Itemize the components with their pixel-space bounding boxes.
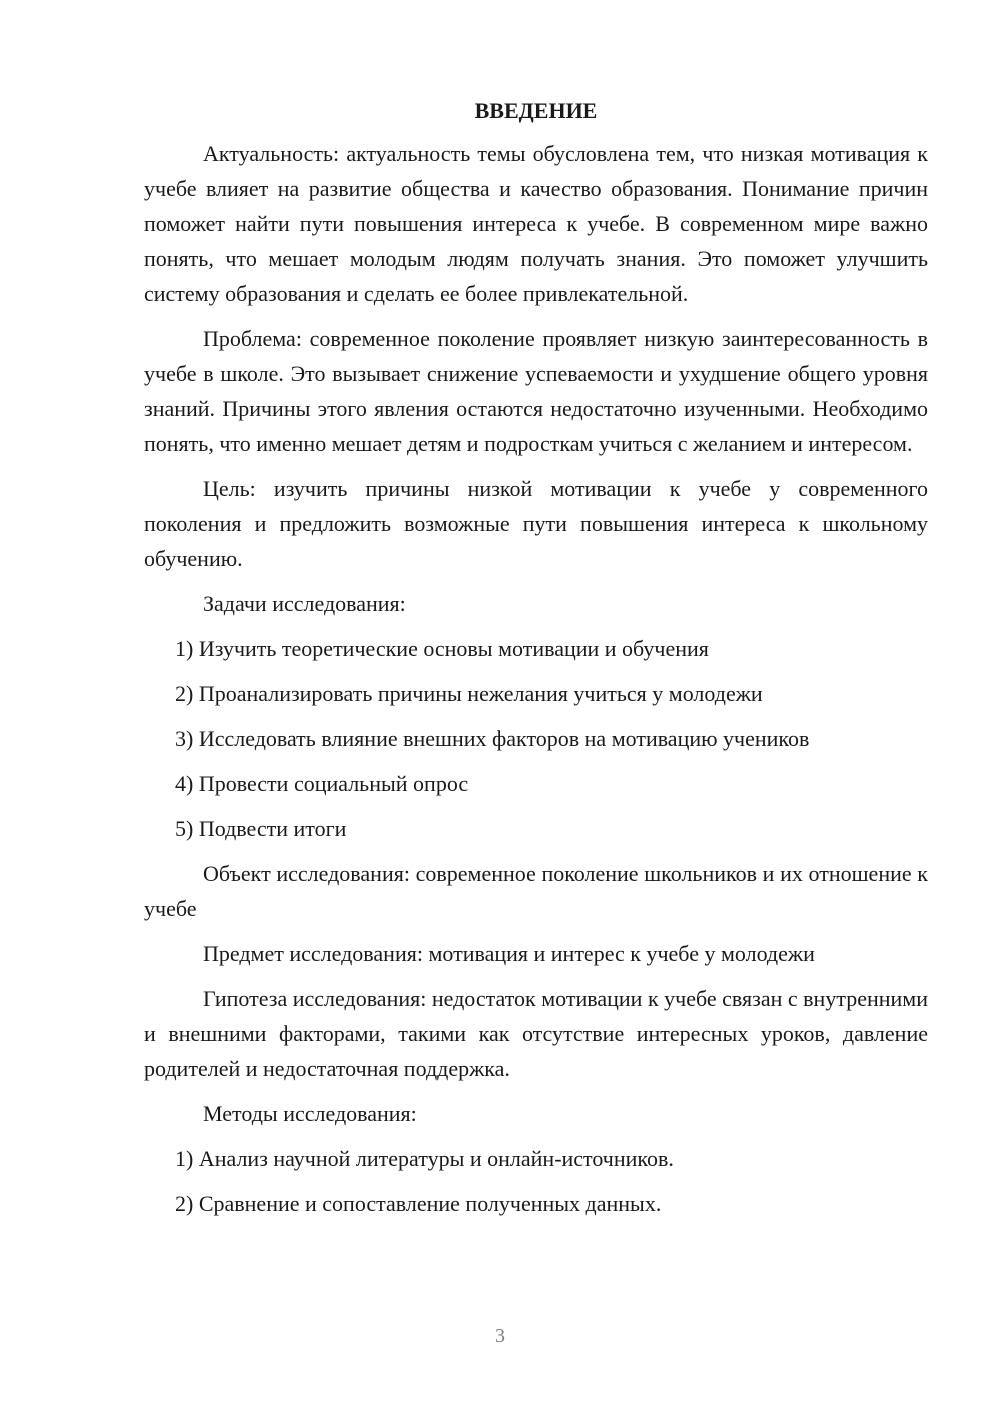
problem-paragraph: Проблема: современное поколение проявляет низкую заинтересованность в учебе в школе. Это вызывает снижение успеваемости и ухудшение общего уровня знаний. Причины этого явления остаются недостаточно изученными. Необходимо понять, что именно мешает детям и подросткам учиться с желанием и интересом. <box>144 326 928 456</box>
hypothesis-paragraph: Гипотеза исследования: недостаток мотивации к учебе связан с внутренними и внешними факторами, такими как отсутствие интересных уроков, давление родителей и недостаточная поддержка. <box>144 986 928 1081</box>
relevance-paragraph: Актуальность: актуальность темы обусловлена тем, что низкая мотивация к учебе влияет на развитие общества и качество образования. Понимание причин поможет найти пути повышения интереса к учебе. В современном мире важно понять, что мешает молодым людям получать знания. Это поможет улучшить систему образования и сделать ее более привлекательной. <box>144 141 928 306</box>
object-paragraph: Объект исследования: современное поколение школьников и их отношение к учебе <box>144 861 928 921</box>
list-item: 4) Провести социальный опрос <box>175 771 469 796</box>
document-page <box>144 94 928 1231</box>
tasks-list <box>144 631 928 846</box>
methods-list <box>144 1141 928 1221</box>
list-item: 1) Анализ научной литературы и онлайн-источников. <box>175 1146 674 1171</box>
tasks-heading: Задачи исследования: <box>203 591 406 616</box>
list-item: 3) Исследовать влияние внешних факторов на мотивацию учеников <box>175 726 810 751</box>
section-title: ВВЕДЕНИЕ <box>474 98 598 123</box>
page-number: 3 <box>495 1325 505 1347</box>
subject-paragraph: Предмет исследования: мотивация и интерес к учебе у молодежи <box>203 941 815 966</box>
goal-paragraph: Цель: изучить причины низкой мотивации к учебе у современного поколения и предложить возможные пути повышения интереса к школьному обучению. <box>144 476 928 571</box>
list-item: 1) Изучить теоретические основы мотивации и обучения <box>175 636 709 661</box>
list-item: 5) Подвести итоги <box>175 816 347 841</box>
list-item: 2) Проанализировать причины нежелания учиться у молодежи <box>175 681 763 706</box>
methods-heading: Методы исследования: <box>203 1101 417 1126</box>
list-item: 2) Сравнение и сопоставление полученных данных. <box>175 1191 662 1216</box>
